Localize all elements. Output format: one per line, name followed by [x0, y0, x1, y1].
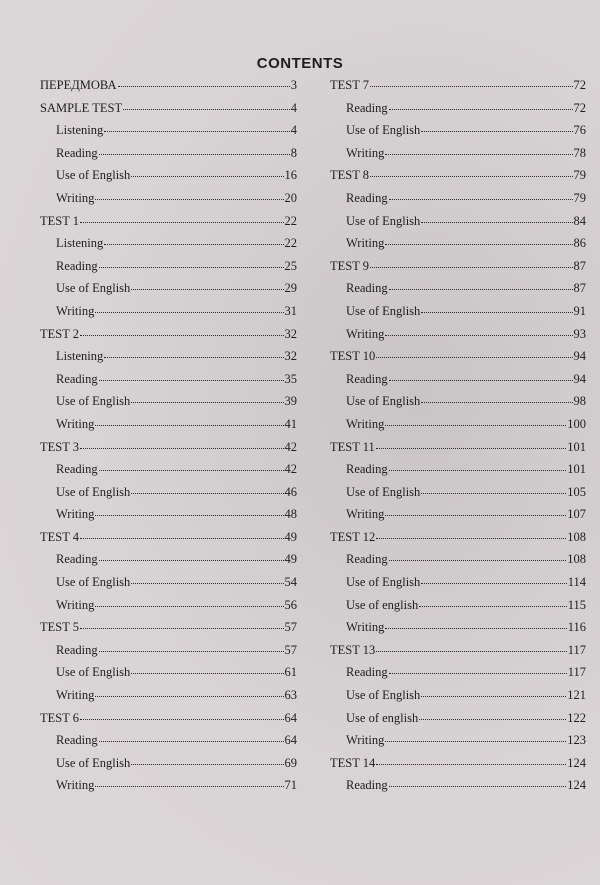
toc-subentry — [330, 598, 586, 621]
toc-entry-page: 79 — [573, 168, 586, 183]
toc-subentry — [330, 733, 586, 756]
toc-entry-page: 8 — [290, 145, 297, 160]
dot-leader — [389, 673, 567, 674]
toc-entry-label: Use of English — [56, 281, 131, 296]
toc-entry-label: Writing — [346, 236, 385, 251]
dot-leader — [421, 222, 572, 223]
toc-subentry — [40, 688, 297, 711]
dot-leader — [385, 628, 566, 629]
toc-subentry — [40, 394, 297, 417]
toc-entry-label: Use of English — [56, 394, 131, 409]
toc-entry-page: 25 — [284, 258, 297, 273]
toc-subentry — [40, 756, 297, 779]
dot-leader — [95, 312, 283, 313]
contents-column-left — [40, 78, 297, 801]
toc-entry-page: 115 — [567, 597, 586, 612]
toc-entry-page: 116 — [567, 620, 586, 635]
dot-leader — [118, 86, 290, 87]
dot-leader — [80, 222, 283, 223]
dot-leader — [389, 470, 567, 471]
toc-entry-label: Use of English — [56, 755, 131, 770]
toc-entry-page: 93 — [573, 326, 586, 341]
toc-entry-page: 64 — [284, 733, 297, 748]
toc-entry — [40, 711, 297, 734]
dot-leader — [99, 380, 284, 381]
toc-entry-page: 108 — [567, 552, 586, 567]
toc-entry-label: Use of English — [56, 575, 131, 590]
dot-leader — [385, 154, 572, 155]
dot-leader — [131, 289, 283, 290]
toc-entry-page: 79 — [573, 190, 586, 205]
toc-entry-page: 42 — [284, 462, 297, 477]
toc-entry-page: 72 — [573, 100, 586, 115]
toc-entry-page: 56 — [284, 597, 297, 612]
toc-subentry — [330, 462, 586, 485]
dot-leader — [370, 267, 572, 268]
toc-entry-label: Writing — [56, 778, 95, 793]
toc-entry-page: 32 — [284, 326, 297, 341]
toc-entry-page: 121 — [567, 688, 586, 703]
toc-subentry — [330, 507, 586, 530]
toc-entry-page: 39 — [284, 394, 297, 409]
dot-leader — [419, 719, 566, 720]
toc-entry-page: 54 — [284, 575, 297, 590]
toc-entry-page: 31 — [284, 303, 297, 318]
dot-leader — [131, 583, 283, 584]
toc-entry-page: 72 — [573, 78, 586, 92]
toc-entry-page: 22 — [284, 213, 297, 228]
toc-entry — [40, 214, 297, 237]
toc-subentry — [330, 281, 586, 304]
page-title: CONTENTS — [256, 55, 344, 72]
toc-entry-label: Reading — [56, 462, 98, 477]
toc-entry-label: Reading — [346, 190, 388, 205]
toc-entry-page: 105 — [567, 484, 586, 499]
toc-entry-label: Reading — [56, 733, 98, 748]
toc-entry-page: 32 — [284, 349, 297, 364]
toc-entry-label: Writing — [346, 733, 385, 748]
toc-entry-label: Reading — [346, 371, 388, 386]
toc-entry-label: Use of English — [346, 394, 421, 409]
toc-entry-page: 64 — [284, 710, 297, 725]
toc-entry-label: Reading — [346, 462, 388, 477]
dot-leader — [80, 719, 283, 720]
toc-entry-label: TEST 9 — [330, 258, 370, 273]
toc-subentry — [40, 146, 297, 169]
dot-leader — [123, 109, 290, 110]
dot-leader — [99, 560, 284, 561]
toc-entry-page: 46 — [284, 484, 297, 499]
dot-leader — [421, 402, 572, 403]
toc-entry-label: Listening — [56, 349, 104, 364]
dot-leader — [389, 560, 567, 561]
toc-subentry — [40, 304, 297, 327]
dot-leader — [421, 696, 566, 697]
toc-entry-label: Reading — [346, 778, 388, 793]
toc-subentry — [40, 123, 297, 146]
toc-entry-page: 98 — [573, 394, 586, 409]
toc-entry-label: Use of english — [346, 597, 419, 612]
toc-subentry — [40, 575, 297, 598]
dot-leader — [99, 741, 284, 742]
toc-entry-label: Reading — [346, 100, 388, 115]
toc-entry-label: TEST 2 — [40, 326, 80, 341]
toc-entry — [40, 530, 297, 553]
toc-entry-page: 3 — [290, 78, 297, 92]
dot-leader — [389, 199, 573, 200]
toc-entry-label: Writing — [56, 688, 95, 703]
toc-entry-page: 16 — [284, 168, 297, 183]
toc-subentry — [40, 778, 297, 801]
toc-subentry — [40, 485, 297, 508]
toc-entry-label: Writing — [56, 597, 95, 612]
dot-leader — [80, 448, 283, 449]
dot-leader — [99, 470, 284, 471]
toc-entry — [40, 440, 297, 463]
toc-entry-label: TEST 4 — [40, 529, 80, 544]
toc-entry-label: Use of English — [346, 688, 421, 703]
toc-entry-label: Reading — [56, 552, 98, 567]
toc-subentry — [330, 191, 586, 214]
dot-leader — [370, 86, 572, 87]
toc-entry-label: Reading — [346, 665, 388, 680]
toc-entry-label: Reading — [56, 642, 98, 657]
toc-entry-page: 117 — [567, 642, 586, 657]
toc-entry-page: 117 — [567, 665, 586, 680]
toc-subentry — [40, 259, 297, 282]
toc-entry-label: Writing — [346, 416, 385, 431]
toc-entry — [40, 327, 297, 350]
toc-subentry — [330, 417, 586, 440]
toc-entry-page: 20 — [284, 190, 297, 205]
toc-subentry — [330, 236, 586, 259]
toc-entry — [330, 349, 586, 372]
dot-leader — [376, 651, 566, 652]
dot-leader — [421, 131, 572, 132]
toc-subentry — [40, 236, 297, 259]
toc-entry-label: Listening — [56, 236, 104, 251]
toc-entry-page: 87 — [573, 258, 586, 273]
toc-entry-label: Reading — [56, 145, 98, 160]
toc-subentry — [330, 552, 586, 575]
toc-subentry — [40, 349, 297, 372]
toc-entry-label: Use of English — [346, 484, 421, 499]
toc-entry-page: 114 — [567, 575, 586, 590]
toc-subentry — [330, 620, 586, 643]
toc-entry-page: 123 — [567, 733, 586, 748]
dot-leader — [385, 741, 566, 742]
toc-entry — [330, 643, 586, 666]
toc-entry-page: 100 — [567, 416, 586, 431]
dot-leader — [95, 425, 283, 426]
toc-entry-label: TEST 1 — [40, 213, 80, 228]
toc-subentry — [40, 281, 297, 304]
toc-subentry — [40, 462, 297, 485]
toc-entry-label: TEST 11 — [330, 439, 375, 454]
toc-entry — [40, 620, 297, 643]
toc-subentry — [330, 485, 586, 508]
toc-subentry — [40, 733, 297, 756]
dot-leader — [419, 606, 566, 607]
toc-entry-label: ПЕРЕДМОВА — [40, 78, 117, 92]
toc-subentry — [330, 778, 586, 801]
toc-entry-label: Use of English — [346, 575, 421, 590]
toc-subentry — [330, 304, 586, 327]
toc-entry-label: Reading — [56, 371, 98, 386]
toc-subentry — [330, 372, 586, 395]
dot-leader — [389, 786, 567, 787]
toc-entry — [40, 78, 297, 101]
toc-entry-page: 41 — [284, 416, 297, 431]
toc-entry-label: Use of English — [56, 484, 131, 499]
toc-entry-label: TEST 8 — [330, 168, 370, 183]
toc-entry-page: 48 — [284, 507, 297, 522]
dot-leader — [385, 515, 566, 516]
dot-leader — [376, 357, 572, 358]
toc-entry-label: TEST 10 — [330, 349, 376, 364]
toc-entry-label: Use of English — [346, 303, 421, 318]
toc-subentry — [330, 688, 586, 711]
dot-leader — [376, 448, 566, 449]
toc-subentry — [330, 394, 586, 417]
toc-entry-label: Use of english — [346, 710, 419, 725]
toc-entry-page: 4 — [290, 100, 297, 115]
dot-leader — [376, 538, 566, 539]
dot-leader — [99, 267, 284, 268]
dot-leader — [95, 786, 283, 787]
toc-entry-page: 63 — [284, 688, 297, 703]
toc-entry-label: Writing — [56, 416, 95, 431]
toc-entry-label: TEST 12 — [330, 529, 376, 544]
dot-leader — [385, 244, 572, 245]
toc-subentry — [330, 327, 586, 350]
toc-entry-page: 91 — [573, 303, 586, 318]
toc-entry — [330, 756, 586, 779]
toc-subentry — [40, 417, 297, 440]
toc-entry-page: 94 — [573, 349, 586, 364]
toc-subentry — [40, 372, 297, 395]
toc-entry-page: 69 — [284, 755, 297, 770]
toc-entry-page: 42 — [284, 439, 297, 454]
dot-leader — [95, 199, 283, 200]
toc-entry-page: 94 — [573, 371, 586, 386]
toc-entry-page: 84 — [573, 213, 586, 228]
dot-leader — [389, 380, 573, 381]
toc-entry — [330, 259, 586, 282]
toc-entry-label: Writing — [346, 507, 385, 522]
toc-entry-label: Use of English — [346, 123, 421, 138]
toc-entry — [330, 78, 586, 101]
dot-leader — [385, 425, 566, 426]
toc-entry-label: TEST 13 — [330, 642, 376, 657]
dot-leader — [131, 673, 283, 674]
toc-subentry — [330, 146, 586, 169]
toc-subentry — [330, 214, 586, 237]
dot-leader — [104, 357, 283, 358]
dot-leader — [80, 538, 283, 539]
toc-subentry — [40, 168, 297, 191]
contents-column-right — [330, 78, 586, 801]
toc-subentry — [330, 665, 586, 688]
toc-entry-label: Writing — [56, 190, 95, 205]
dot-leader — [421, 493, 566, 494]
toc-subentry — [40, 643, 297, 666]
toc-entry-label: Writing — [346, 145, 385, 160]
toc-entry-page: 78 — [573, 145, 586, 160]
toc-entry-label: Writing — [346, 326, 385, 341]
toc-entry-page: 76 — [573, 123, 586, 138]
toc-entry-label: Reading — [346, 552, 388, 567]
dot-leader — [131, 764, 283, 765]
dot-leader — [389, 289, 573, 290]
dot-leader — [370, 176, 572, 177]
toc-entry-label: Listening — [56, 123, 104, 138]
dot-leader — [95, 515, 283, 516]
toc-entry-label: Use of English — [56, 665, 131, 680]
toc-subentry — [40, 598, 297, 621]
toc-entry-label: SAMPLE TEST — [40, 100, 123, 115]
toc-entry-label: Writing — [346, 620, 385, 635]
dot-leader — [421, 312, 572, 313]
toc-entry-page: 122 — [567, 710, 586, 725]
toc-entry-page: 87 — [573, 281, 586, 296]
toc-subentry — [330, 123, 586, 146]
dot-leader — [376, 764, 566, 765]
toc-subentry — [40, 191, 297, 214]
toc-entry-page: 4 — [290, 123, 297, 138]
dot-leader — [131, 176, 283, 177]
toc-entry-label: Reading — [56, 258, 98, 273]
dot-leader — [99, 651, 284, 652]
toc-entry-label: TEST 3 — [40, 439, 80, 454]
toc-entry — [330, 530, 586, 553]
toc-entry-label: Reading — [346, 281, 388, 296]
toc-entry-label: Use of English — [346, 213, 421, 228]
toc-entry-label: TEST 5 — [40, 620, 80, 635]
toc-entry — [40, 101, 297, 124]
toc-entry-page: 108 — [567, 529, 586, 544]
dot-leader — [95, 606, 283, 607]
toc-entry-page: 61 — [284, 665, 297, 680]
dot-leader — [80, 628, 283, 629]
toc-entry-label: TEST 7 — [330, 78, 370, 92]
toc-subentry — [40, 552, 297, 575]
toc-entry-page: 57 — [284, 620, 297, 635]
dot-leader — [131, 402, 283, 403]
toc-entry-page: 29 — [284, 281, 297, 296]
dot-leader — [80, 335, 283, 336]
toc-entry-page: 101 — [567, 439, 586, 454]
toc-entry-page: 49 — [284, 529, 297, 544]
toc-entry — [330, 168, 586, 191]
toc-entry-page: 101 — [567, 462, 586, 477]
toc-entry-page: 124 — [567, 755, 586, 770]
toc-entry-label: Writing — [56, 507, 95, 522]
toc-subentry — [330, 101, 586, 124]
toc-entry-page: 22 — [284, 236, 297, 251]
dot-leader — [99, 154, 290, 155]
dot-leader — [385, 335, 572, 336]
toc-entry — [330, 440, 586, 463]
toc-entry-label: TEST 6 — [40, 710, 80, 725]
toc-subentry — [40, 665, 297, 688]
toc-entry-label: TEST 14 — [330, 755, 376, 770]
toc-subentry — [330, 711, 586, 734]
toc-entry-page: 71 — [284, 778, 297, 793]
toc-entry-page: 49 — [284, 552, 297, 567]
toc-entry-page: 124 — [567, 778, 586, 793]
dot-leader — [131, 493, 283, 494]
toc-entry-page: 35 — [284, 371, 297, 386]
toc-entry-page: 107 — [567, 507, 586, 522]
toc-entry-page: 86 — [573, 236, 586, 251]
toc-entry-page: 57 — [284, 642, 297, 657]
dot-leader — [421, 583, 566, 584]
toc-subentry — [40, 507, 297, 530]
dot-leader — [104, 131, 290, 132]
toc-entry-label: Writing — [56, 303, 95, 318]
dot-leader — [95, 696, 283, 697]
toc-subentry — [330, 575, 586, 598]
dot-leader — [389, 109, 573, 110]
dot-leader — [104, 244, 283, 245]
toc-entry-label: Use of English — [56, 168, 131, 183]
